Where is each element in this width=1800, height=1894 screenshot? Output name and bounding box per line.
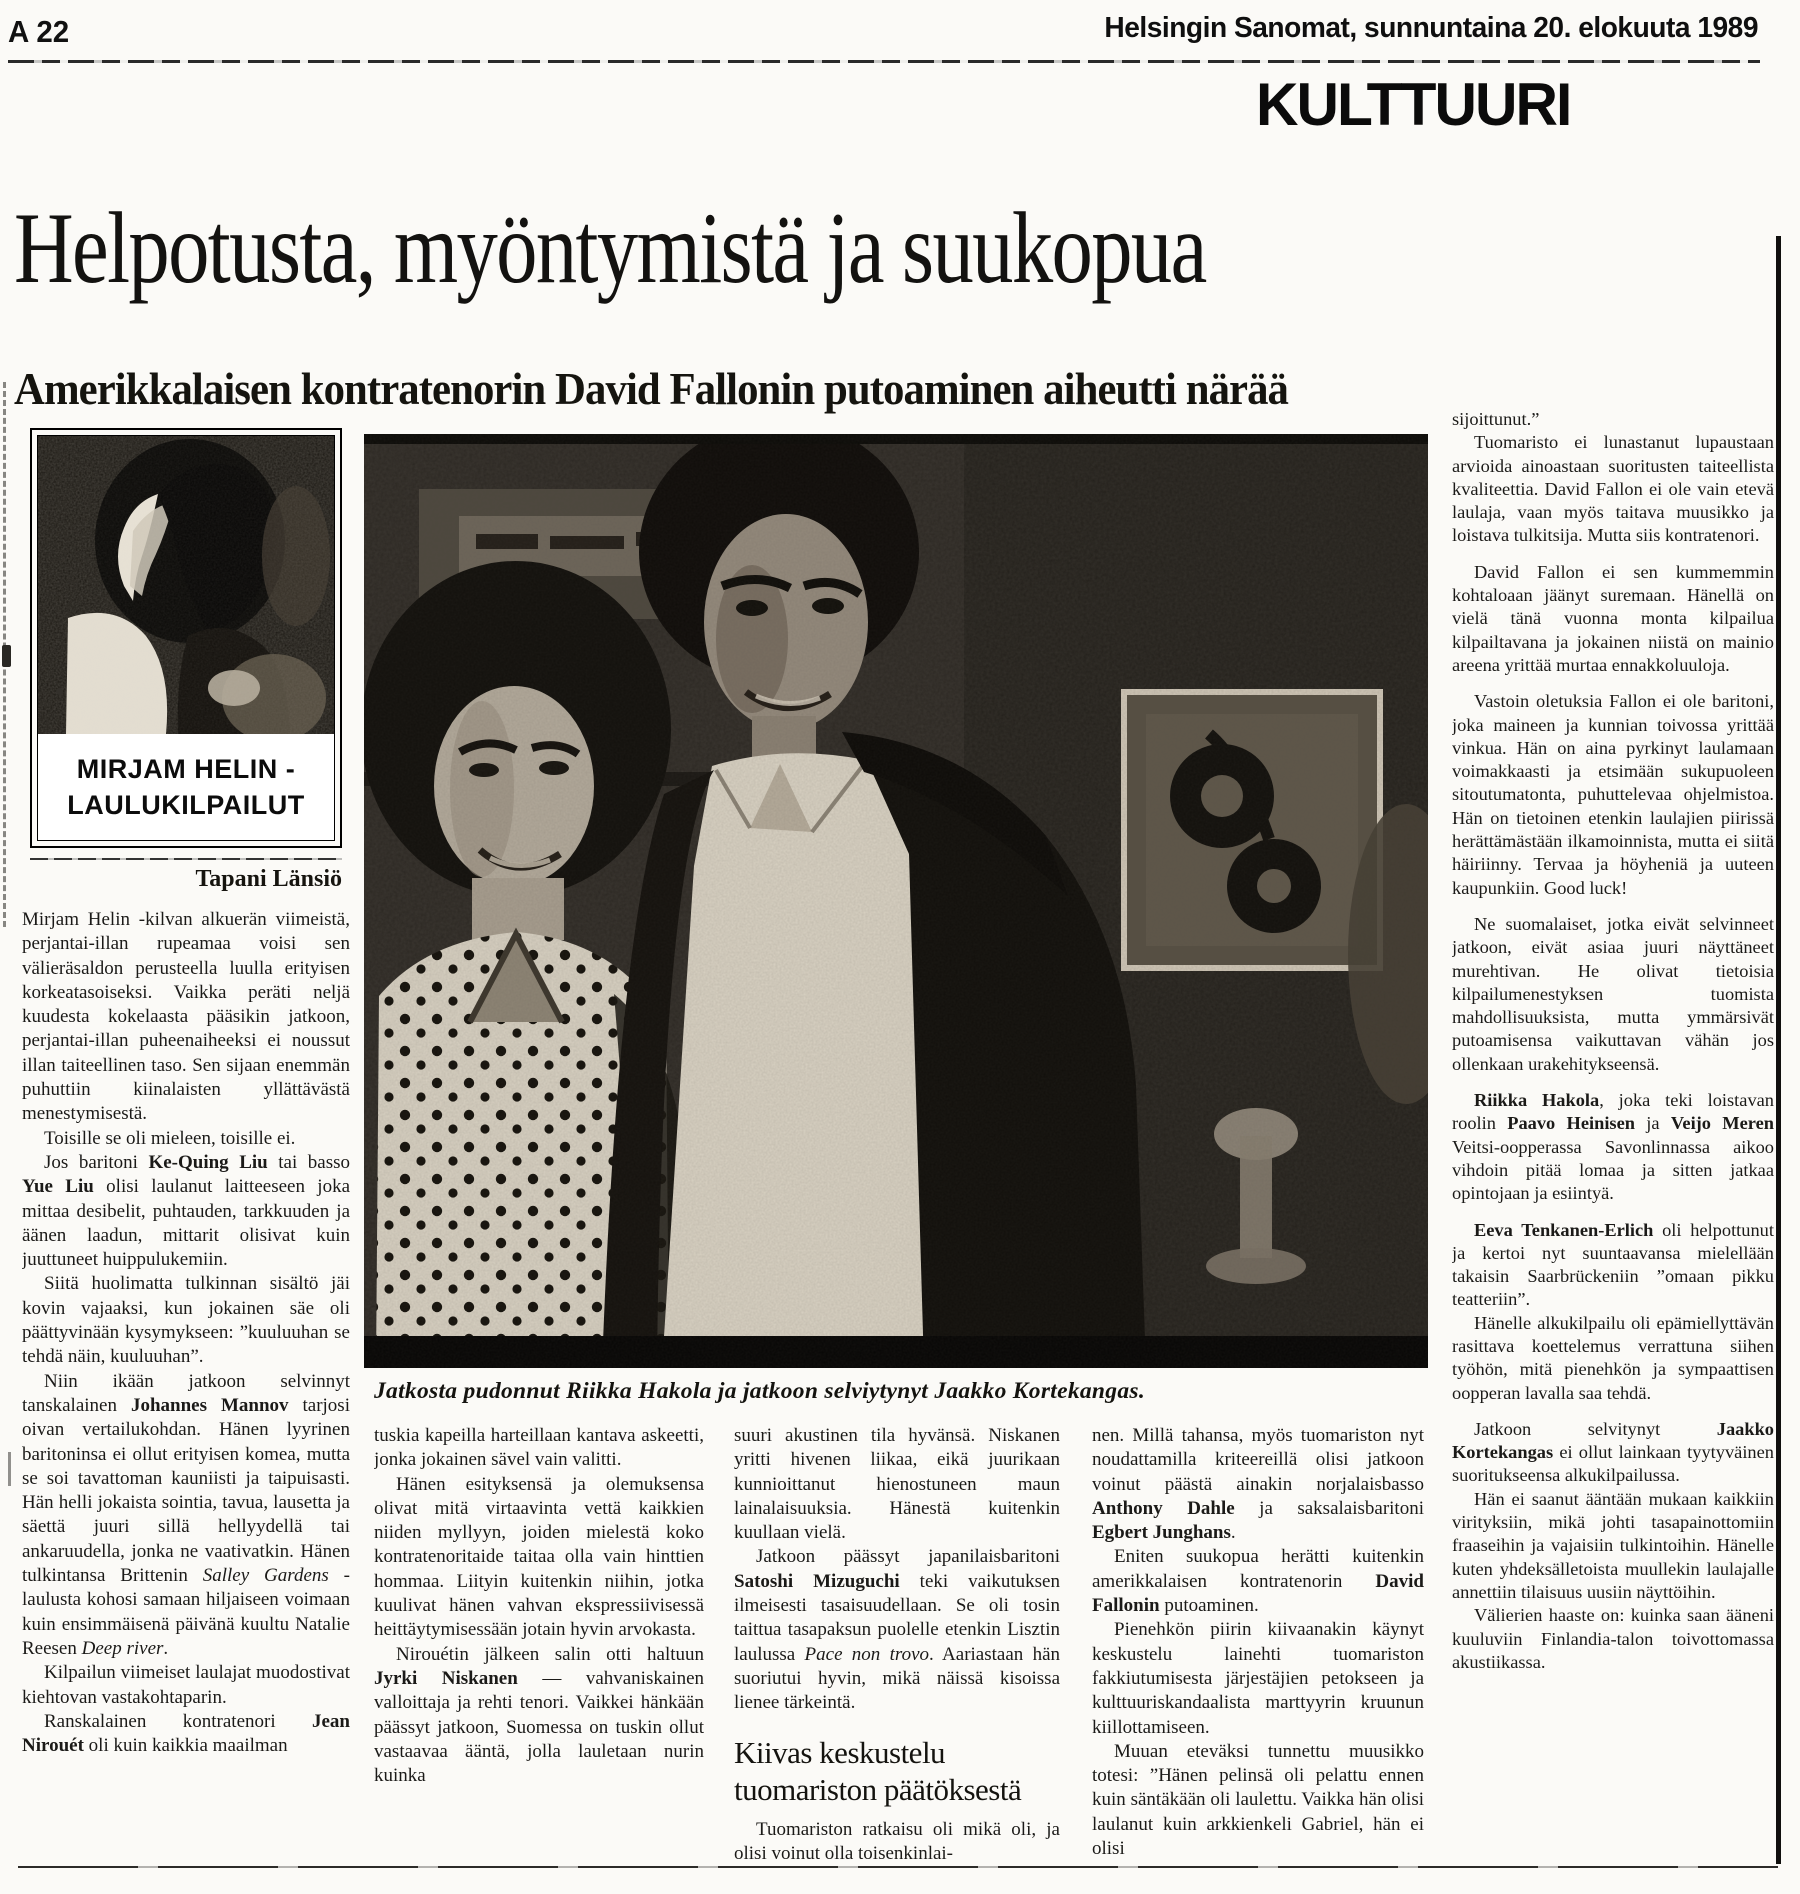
article-paragraph: Mirjam Helin -kilvan alkuerän viimeistä, perjantai-illan rupeamaa voisi sen välieräsaldon perusteella luulla erityisen korkeatasoiseksi. Vaikka peräti neljä kuudesta kokelaasta pääsikin jatkoon, perjantai-illan puheenaiheeksi ei noussut illan taiteellinen taso. Sen sijaan enemmän puhuttiin kiinalaisten yllättävästä menestymisestä.	[22, 909, 350, 1125]
article-paragraph: Tuomariston ratkaisu oli mikä oli, ja olisi voinut olla toisenkinlai-	[734, 1818, 1060, 1864]
sidebar-photo-box	[30, 428, 342, 848]
article-paragraph: sijoittunut.”	[1452, 409, 1540, 429]
article-column-5	[1452, 408, 1774, 1864]
article-paragraph: Jatkoon päässyt japanilaisbaritoni Satoshi Mizuguchi teki vaikutuksen ilmeisesti tasaisuudellaan. Se oli tosin taittua tasapaksun puolelle etenkin Lisztin laulussa Pace non trovo. Aariastaan hän suoriutui hyvin, mikä näissä kisoissa lienee tärkeintä.	[734, 1546, 1060, 1714]
article-paragraph: Riikka Hakola, joka teki loistavan roolin Paavo Heinisen ja Veijo Meren Veitsi-oopperassa Savonlinnassa aikoo vihdoin pitää lomaa ja sitten jatkaa opintojaan ja esiintyä.	[1452, 1090, 1774, 1204]
sidebar-photo-label-line1: MIRJAM HELIN -	[76, 754, 296, 784]
right-column-rule	[1776, 236, 1781, 1864]
article-paragraph: Ranskalainen kontratenori Jean Nirouét oli kuin kaikkia maailman	[22, 1710, 350, 1757]
article-column-2	[374, 1424, 704, 1870]
article-paragraph: Kilpailun viimeiset laulajat muodostivat kiehtovan vastakohtaparin.	[22, 1662, 350, 1708]
article-paragraph: Vastoin oletuksia Fallon ei ole baritoni, joka maineen ja kunnian toivossa yrittää vinkua. Hän on aina pyrkinyt laulamaan voimakkaasti ja etsimään sukupuoleen sitoutumatonta, puhuttelevaa ohjelmistoa. Hän on tietoinen etenkin laulajien piirissä herättämästään ilkamoinnista, mutta ei siitä häiriinny. Tervaa ja höyheniä ja uuteen kaupunkiin. Good luck!	[1452, 691, 1774, 898]
sidebar-photo-frame	[37, 435, 335, 841]
section-title: KULTTUURI	[1256, 71, 1571, 138]
photo-caption: Jatkosta pudonnut Riikka Hakola ja jatkoon selviytynyt Jaakko Kortekangas.	[374, 1378, 1146, 1404]
article-paragraph: David Fallon ei sen kummemmin kohtaloaan jäänyt suremaan. Hänellä on vielä tänä vuonna monta kilpailua kilpailtavana ja jokainen niistä on mainio areena yrittää murtaa ennakkoluuloja.	[1452, 561, 1774, 675]
article-paragraph: Pienehkön piirin kiivaanakin käynyt keskustelu lainehti tuomariston fakkiutumisesta järjestäjien petokseen ja kulttuuriskandaalista marttyyrin kruunun kiillottamiseen.	[1092, 1619, 1424, 1738]
bottom-rule	[18, 1866, 1778, 1868]
article-paragraph: Hänen esityksensä ja olemuksensa olivat mitä virtaavinta vettä kaikkien niiden myllyyn, joiden mielestä koko kontratenoritaide taitaa olla vain hinttien hommaa. Liityin kuitenkin niihin, jotka kuulivat hänen vahvan ekspressiivisessä heittäytymisessään jotain hyvin arvokasta.	[374, 1473, 704, 1641]
article-paragraph: Jatkoon selvitynyt Jaakko Kortekangas ei ollut lainkaan tyytyväinen suoritukseensa alkukilpailussa.	[1452, 1418, 1774, 1486]
masthead: Helsingin Sanomat, sunnuntaina 20. elokuuta 1989	[1104, 12, 1758, 44]
article-subheadline: Amerikkalaisen kontratenorin David Fallonin putoaminen aiheutti närää	[14, 363, 1289, 414]
byline: Tapani Länsiö	[195, 866, 342, 892]
article-paragraph: Jos baritoni Ke-Quing Liu tai basso Yue Liu olisi laulanut laitteeseen joka mittaa desibelit, puhtauden, tarkkuuden ja äänen laadun, mittarit olisivat kuin juuttuneet huippulukemiin.	[22, 1151, 350, 1271]
article-column-1	[22, 908, 350, 1864]
sidebar-photo-label	[38, 734, 334, 840]
article-paragraph: Eniten suukopua herätti kuitenkin amerikkalaisen kontratenorin David Fallonin putoaminen.	[1092, 1546, 1424, 1617]
article-paragraph: suuri akustinen tila hyvänsä. Niskanen yritti hivenen liikaa, eikä juurikaan kunnioittanut hienostuneen maun lainalaisuuksia. Hänestä kuitenkin kuullaan vielä.	[734, 1425, 1060, 1544]
sidebar-photo-label-line2: LAULUKILPAILUT	[67, 790, 305, 820]
article-paragraph: Hän ei saanut ääntään mukaan kaikkiin virityksiin, mikä johti tasapainottomiin fraaseihin ja vajaisiin tulkintoihin. Hänelle kuten yhdeksälletoista muullekin laulajalle annettiin tilaisuus uusiin näyttöihin.	[1452, 1488, 1774, 1602]
article-subhead: Kiivas keskustelu tuomariston päätöksestä	[734, 1734, 1022, 1807]
article-paragraph: Ne suomalaiset, jotka eivät selvinneet jatkoon, eivät asiaa juuri näyttäneet murehtivan. He olivat tietoisia kilpailumenestyksen tuomista mahdollisuuksista, mutta ymmärsivät putoamisensa vaikuttavan vähän jos ollenkaan urakehitykseensä.	[1452, 913, 1774, 1074]
article-paragraph: Välierien haaste on: kuinka saan ääneni kuuluviin Finlandia-talon toivottomassa akustiikassa.	[1452, 1605, 1774, 1672]
sidebar-photo	[38, 436, 334, 734]
scan-artifact-mark	[2, 645, 11, 667]
article-paragraph: Tuomaristo ei lunastanut lupaustaan arvioida ainoastaan suoritusten taiteellista kvaliteettia. David Fallon ei ole vain etevä laulaja, vaan myös taitava muusikko ja loistava tulkitsija. Mutta siis kontratenori.	[1452, 432, 1774, 546]
scan-artifact-mark	[8, 1452, 11, 1486]
article-paragraph: tuskia kapeilla harteillaan kantava askeetti, jonka jokainen sävel vain valitti.	[374, 1425, 704, 1471]
article-paragraph: Hänelle alkukilpailu oli epämiellyttävän rasittava koettelemus verrattuna siihen työhön, mitä pienehkön ja sympaattisen oopperan lavalla saa tehdä.	[1452, 1312, 1774, 1403]
article-paragraph: nen. Millä tahansa, myös tuomariston nyt noudattamilla kriteereillä olisi jatkoon voinut päästä ainakin norjalaisbasso Anthony Dahle ja saksalaisbaritoni Egbert Junghans.	[1092, 1425, 1424, 1544]
article-photo	[364, 434, 1428, 1368]
article-paragraph: Niin ikään jatkoon selvinnyt tanskalainen Johannes Mannov tarjosi oivan vertailukohdan. Hänen lyyrinen baritoninsa ei ollut erityisen komea, mutta se soi tavattoman kauniisti ja taipuisasti. Hän helli jokaista sointia, tavua, lausetta ja säettä juuri sillä hellyydellä tai ankaruudella, jonka ne vaativatkin. Hänen tulkintansa Brittenin Salley Gardens -laulusta kohosi samaan hiljaiseen voimaan kuin ensimmäisenä päivänä kuultu Natalie Reesen Deep river.	[22, 1370, 350, 1659]
article-paragraph: Siitä huolimatta tulkinnan sisältö jäi kovin vajaaksi, kun jokainen säe oli päättyvinään kysymykseen: ”kuuluuhan se tehdä näin, kuuluuhan”.	[22, 1273, 350, 1368]
article-column-3	[734, 1424, 1060, 1870]
byline-rule	[30, 858, 342, 860]
article-paragraph: Toisille se oli mieleen, toisille ei.	[44, 1127, 296, 1149]
article-headline: Helpotusta, myöntymistä ja suukopua	[14, 192, 1206, 305]
article-paragraph: Nirouétin jälkeen salin otti haltuun Jyrki Niskanen — vahvaniskainen valloittaja ja rehti tenori. Vaikkei hänkään päässyt jatkoon, Suomessa on tuskin ollut vastaavaa ääntä, jolla lauletaan nurin kuinka	[374, 1643, 704, 1787]
header-rule	[8, 60, 1760, 63]
article-paragraph: Eeva Tenkanen-Erlich oli helpottunut ja kertoi nyt suuntaavansa mielellään takaisin Saarbrückeniin ”omaan pikku teatteriin”.	[1452, 1219, 1774, 1310]
article-paragraph: Muuan eteväksi tunnettu muusikko totesi: ”Hänen pelinsä oli pelattu ennen kuin säntäkään oli laulettu. Vaikka hän olisi laulanut kuin arkkienkeli Gabriel, hän ei olisi	[1092, 1740, 1424, 1860]
scan-artifact-mark	[56, 688, 63, 695]
page-number: A 22	[8, 14, 70, 49]
article-column-4	[1092, 1424, 1424, 1870]
